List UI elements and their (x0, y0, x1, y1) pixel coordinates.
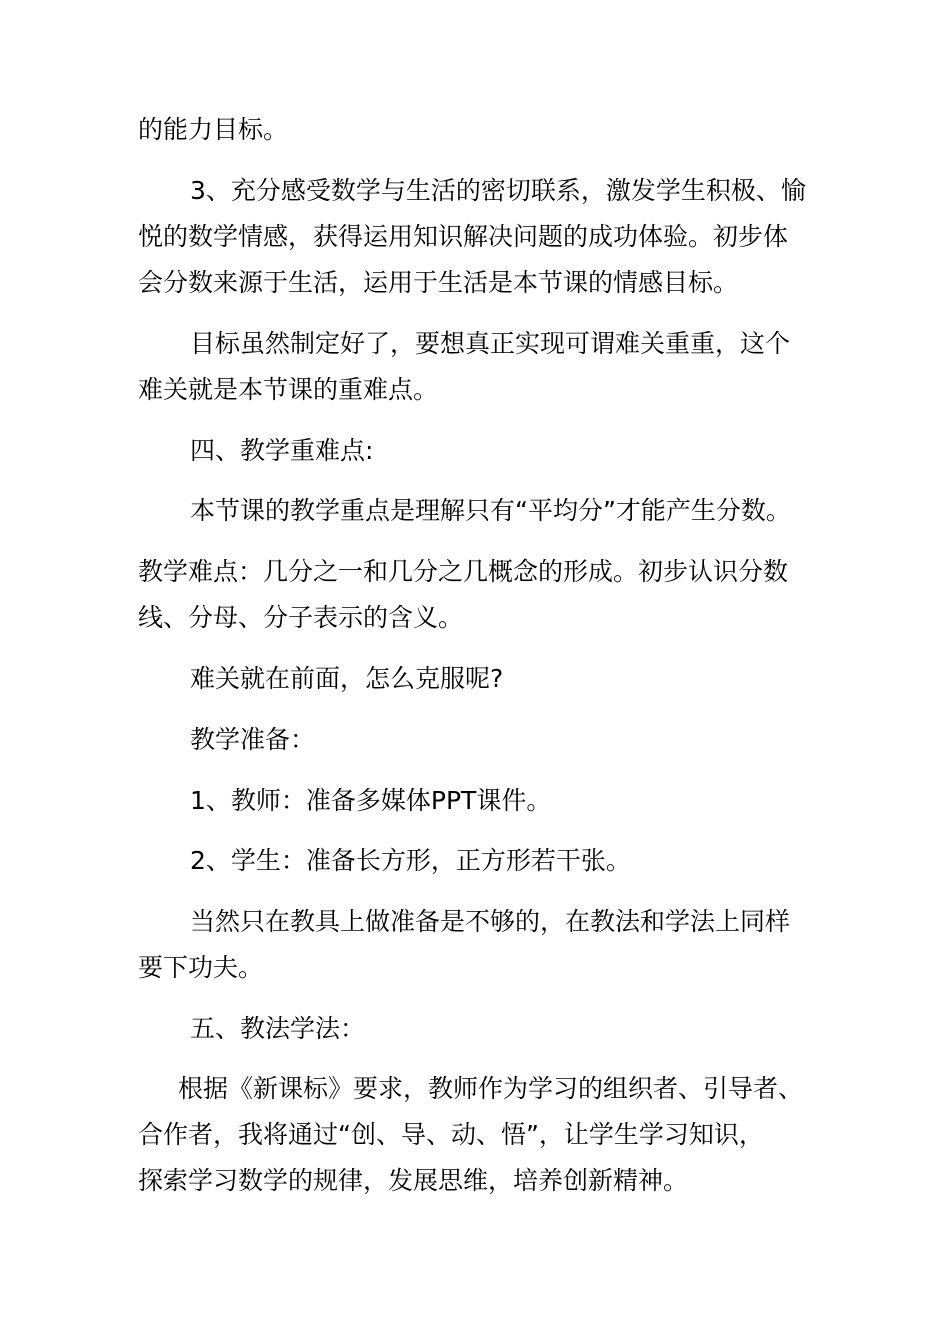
text-line-13: 1、教师：准备多媒体PPT课件。 (190, 786, 552, 815)
text-line-15: 当然只在教具上做准备是不够的，在教法和学法上同样 (190, 907, 791, 936)
text-line-9: 教学难点：几分之一和几分之几概念的形成。初步认识分数 (138, 557, 789, 586)
text-line-1: 的能力目标。 (138, 115, 289, 144)
text-line-8: 本节课的教学重点是理解只有“平均分”才能产生分数。 (190, 496, 791, 525)
text-line-20: 探索学习数学的规律，发展思维，培养创新精神。 (138, 1166, 689, 1195)
text-line-16: 要下功夫。 (138, 953, 264, 982)
text-line-2: 3、充分感受数学与生活的密切联系，激发学生积极、愉 (190, 176, 806, 205)
text-line-18: 根据《新课标》要求，教师作为学习的组织者、引导者、 (178, 1074, 804, 1103)
text-line-11: 难关就在前面，怎么克服呢? (190, 664, 504, 693)
text-line-3: 悦的数学情感，获得运用知识解决问题的成功体验。初步体 (138, 222, 789, 251)
text-line-19: 合作者，我将通过“创、导、动、悟”，让学生学习知识， (138, 1120, 764, 1149)
text-line-6: 难关就是本节课的重难点。 (138, 375, 439, 404)
text-line-5: 目标虽然制定好了，要想真正实现可谓难关重重，这个 (190, 329, 791, 358)
text-line-4: 会分数来源于生活，运用于生活是本节课的情感目标。 (138, 268, 739, 297)
text-line-10: 线、分母、分子表示的含义。 (138, 603, 464, 632)
text-line-12: 教学准备： (190, 725, 316, 754)
text-line-14: 2、学生：准备长方形，正方形若干张。 (190, 846, 631, 875)
section-heading-4: 四、教学重难点: (190, 436, 374, 465)
section-heading-5: 五、教法学法： (190, 1014, 366, 1043)
